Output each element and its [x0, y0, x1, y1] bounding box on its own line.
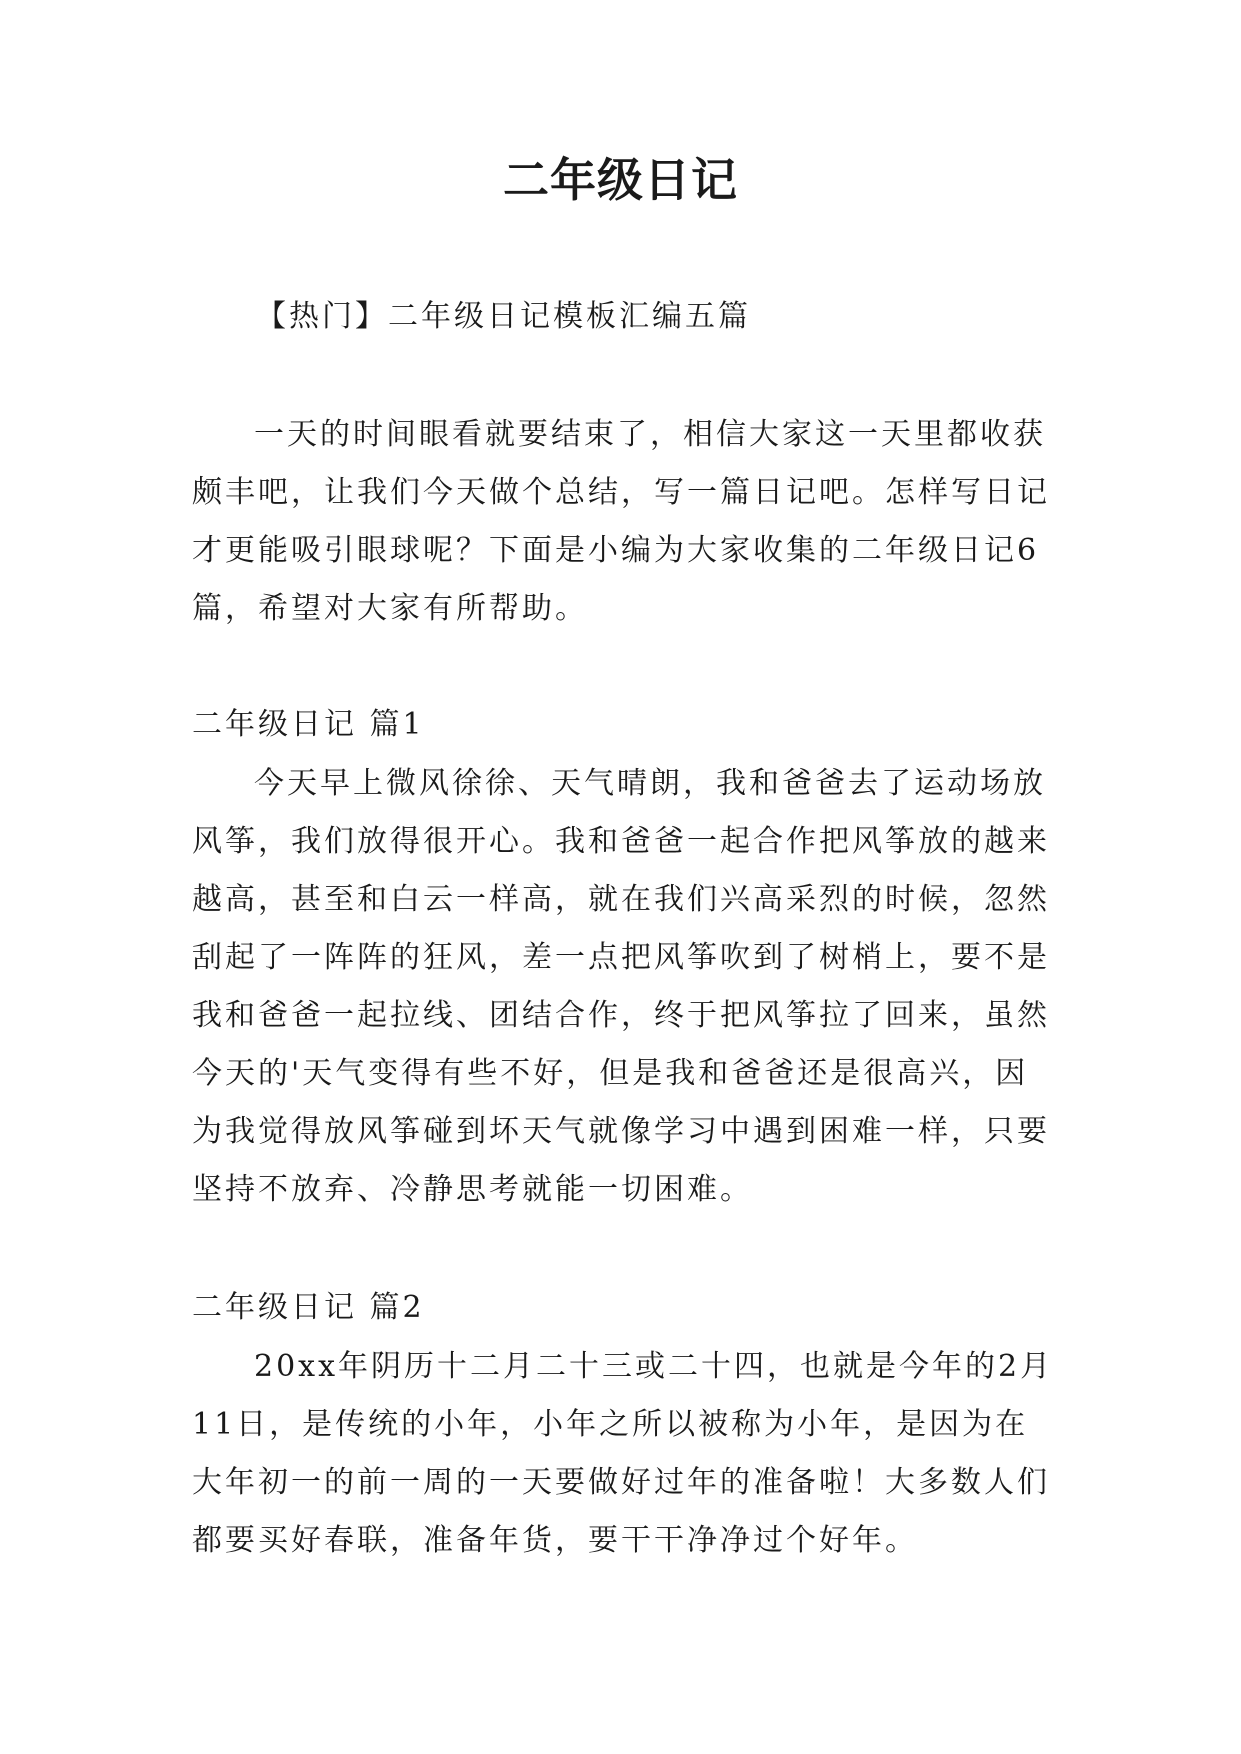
intro-paragraph: 一天的时间眼看就要结束了，相信大家这一天里都收获颇丰吧，让我们今天做个总结，写一篇日记吧。怎样写日记才更能吸引眼球呢？下面是小编为大家收集的二年级日记6篇，希望对大家有所帮助。 [192, 417, 1050, 626]
section-heading-1: 二年级日记 篇1 [192, 707, 425, 742]
document-subtitle: 【热门】二年级日记模板汇编五篇 [256, 299, 751, 334]
document-title: 二年级日记 [503, 153, 738, 207]
section-heading-2: 二年级日记 篇2 [192, 1290, 425, 1325]
section-body-2: 20xx年阴历十二月二十三或二十四，也就是今年的2月11日，是传统的小年，小年之所以被称为小年，是因为在大年初一的前一周的一天要做好过年的准备啦！大多数人们都要买好春联，准备年货，要干干净净过个好年。 [192, 1349, 1054, 1558]
section-body-1: 今天早上微风徐徐、天气晴朗，我和爸爸去了运动场放风筝，我们放得很开心。我和爸爸一起合作把风筝放的越来越高，甚至和白云一样高，就在我们兴高采烈的时候，忽然刮起了一阵阵的狂风，差一点把风筝吹到了树梢上，要不是我和爸爸一起拉线、团结合作，终于把风筝拉了回来，虽然今天的'天气变得有些不好，但是我和爸爸还是很高兴，因为我觉得放风筝碰到坏天气就像学习中遇到困难一样，只要坚持不放弃、冷静思考就能一切困难。 [192, 766, 1050, 1207]
